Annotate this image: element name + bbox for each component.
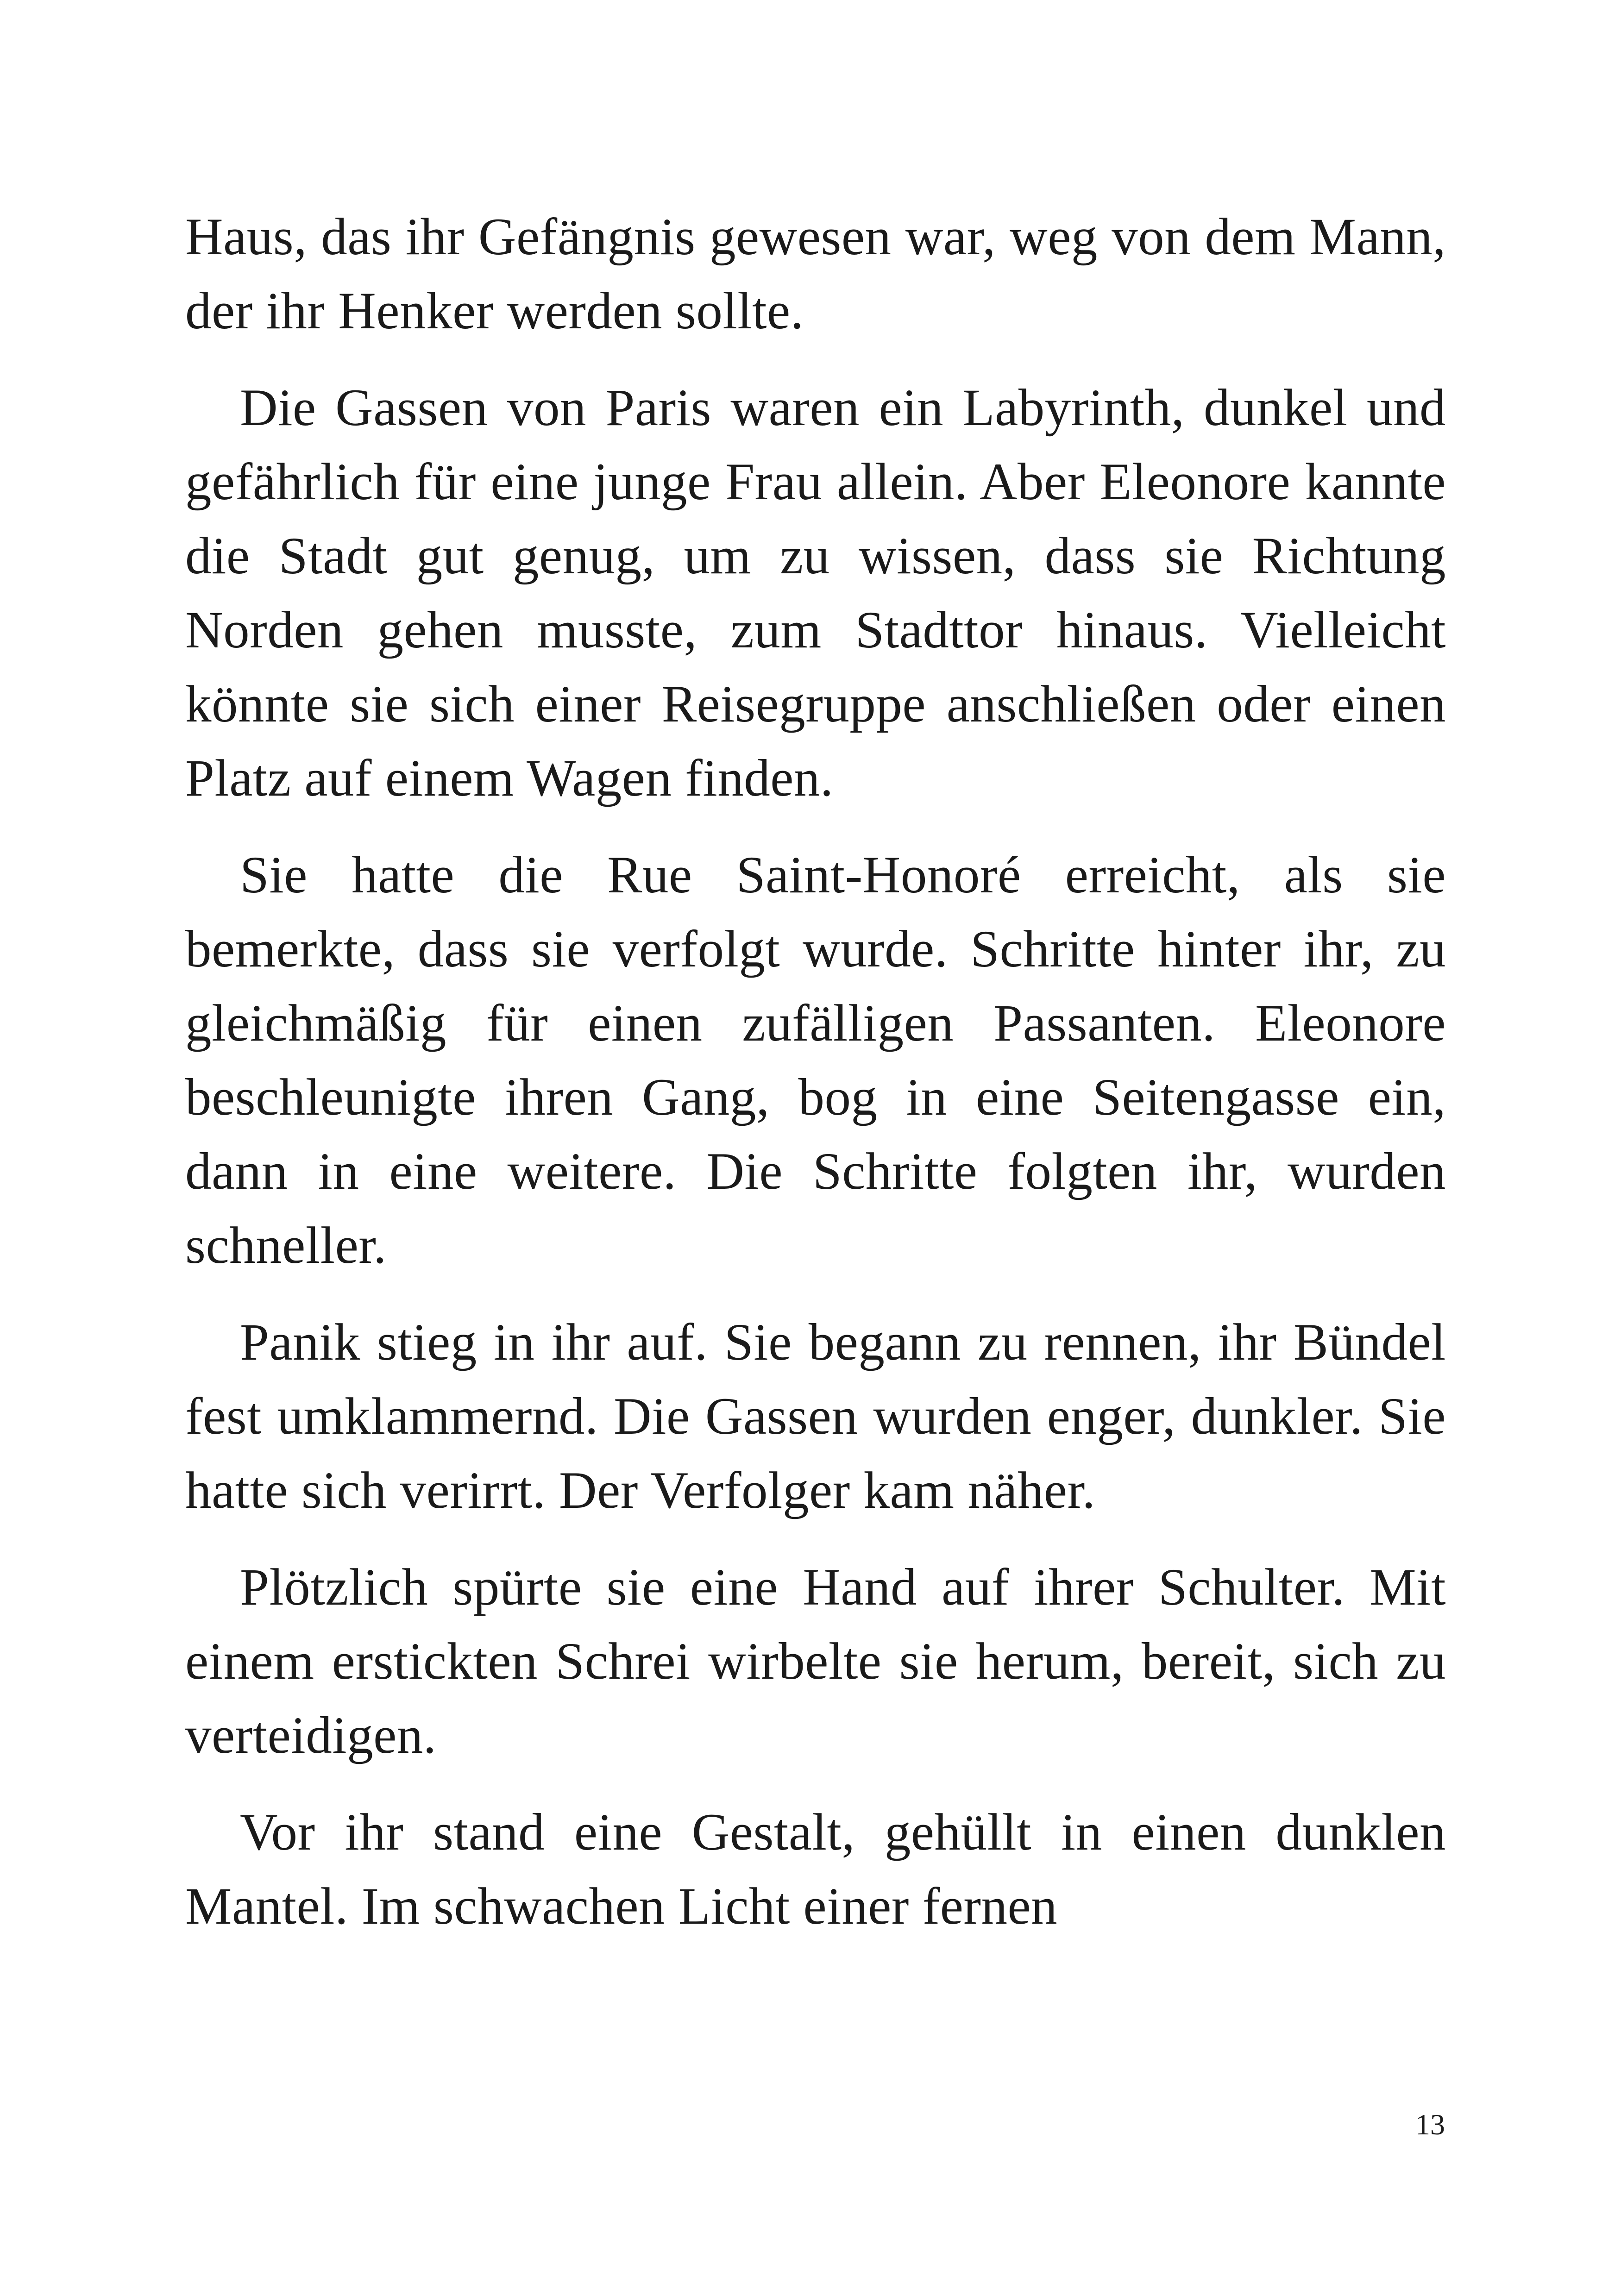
body-text [185, 200, 1446, 1966]
paragraph-6: Vor ihr stand eine Gestalt, gehüllt in einen dunklen Mantel. Im schwachen Licht einer fernen [185, 1803, 1446, 1935]
paragraph-2: Die Gassen von Paris waren ein Labyrinth, dunkel und gefährlich für eine junge Frau allein. Aber Eleonore kannte die Stadt gut genug, um zu wissen, dass sie Richtung Norden gehen musste, zum Stadttor hinaus. Vielleicht könnte sie sich einer Reisegruppe anschließen oder einen Platz auf einem Wagen finden. [185, 379, 1446, 807]
paragraph-3: Sie hatte die Rue Saint-Honoré erreicht, als sie bemerkte, dass sie verfolgt wurde. Schritte hinter ihr, zu gleichmäßig für einen zufälligen Passanten. Eleonore beschleunigte ihren Gang, bog in eine Seitengasse ein, dann in eine weitere. Die Schritte folgten ihr, wurden schneller. [185, 846, 1446, 1274]
page-number: 13 [1415, 2108, 1445, 2141]
paragraph-5: Plötzlich spürte sie eine Hand auf ihrer Schulter. Mit einem erstickten Schrei wirbelte sie herum, bereit, sich zu verteidigen. [185, 1558, 1446, 1764]
paragraph-1: Haus, das ihr Gefängnis gewesen war, weg von dem Mann, der ihr Henker werden sollte. [185, 208, 1446, 340]
paragraph-4: Panik stieg in ihr auf. Sie begann zu rennen, ihr Bündel fest umklammernd. Die Gassen wurden enger, dunkler. Sie hatte sich verirrt. Der Verfolger kam näher. [185, 1313, 1446, 1519]
